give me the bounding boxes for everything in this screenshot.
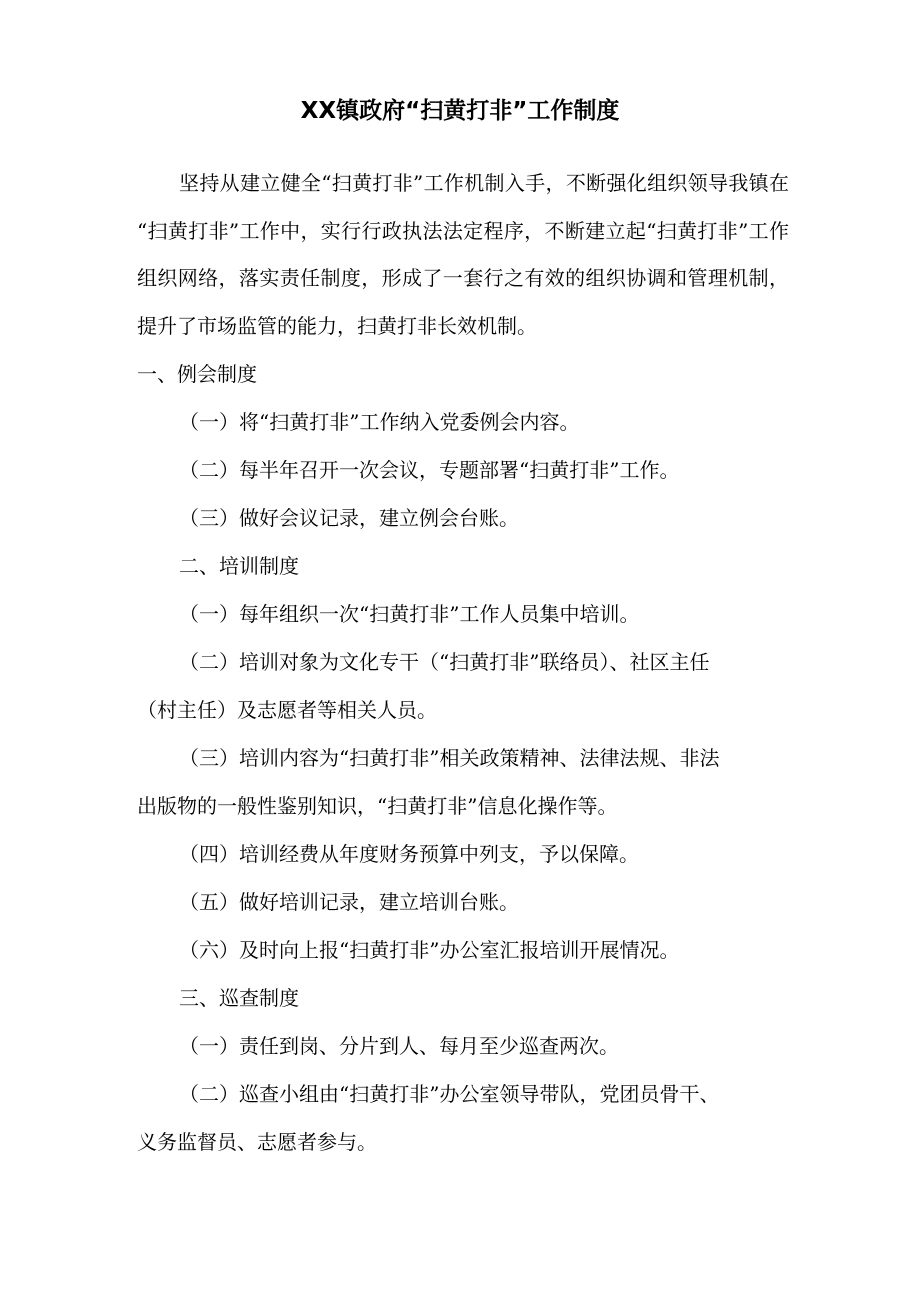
- section-heading-training: 二、培训制度: [179, 554, 299, 578]
- section-heading-meetings: 一、例会制度: [137, 362, 257, 386]
- list-item: （二）巡查小组由“扫黄打非”办公室领导带队，党团员骨干、: [179, 1082, 720, 1106]
- list-item: （六）及时向上报“扫黄打非”办公室汇报培训开展情况。: [179, 938, 680, 962]
- list-item-continuation: 义务监督员、志愿者参与。: [137, 1130, 377, 1154]
- list-item: （一）将“扫黄打非”工作纳入党委例会内容。: [179, 410, 580, 434]
- list-item: （三）做好会议记录，建立例会台账。: [179, 506, 519, 530]
- document-title: XX镇政府“扫黄打非”工作制度: [300, 98, 620, 124]
- list-item-continuation: 出版物的一般性鉴别知识，“扫黄打非”信息化操作等。: [137, 794, 618, 818]
- list-item: （二）每半年召开一次会议，专题部署“扫黄打非”工作。: [179, 458, 680, 482]
- list-item: （一）责任到岗、分片到人、每月至少巡查两次。: [179, 1034, 619, 1058]
- list-item: （二）培训对象为文化专干（“扫黄打非”联络员）、社区主任: [179, 650, 710, 674]
- list-item: （四）培训经费从年度财务预算中列支，予以保障。: [179, 842, 639, 866]
- list-item: （五）做好培训记录，建立培训台账。: [179, 890, 519, 914]
- section-heading-inspection: 三、巡查制度: [179, 986, 299, 1010]
- intro-paragraph: 坚持从建立健全“扫黄打非”工作机制入手，不断强化组织领导我镇在 “扫黄打非”工作中，实行行政执法法定程序，不断建立起“扫黄打非”工作组织网络，落实责任制度，形成了一套行之有效的组织协调和管理机制，提升了市场监管的能力，扫黄打非长效机制。: [137, 171, 789, 338]
- list-item: （三）培训内容为“扫黄打非”相关政策精神、法律法规、非法: [179, 746, 720, 770]
- list-item-continuation: （村主任）及志愿者等相关人员。: [137, 698, 437, 722]
- list-item: （一）每年组织一次“扫黄打非”工作人员集中培训。: [179, 602, 640, 626]
